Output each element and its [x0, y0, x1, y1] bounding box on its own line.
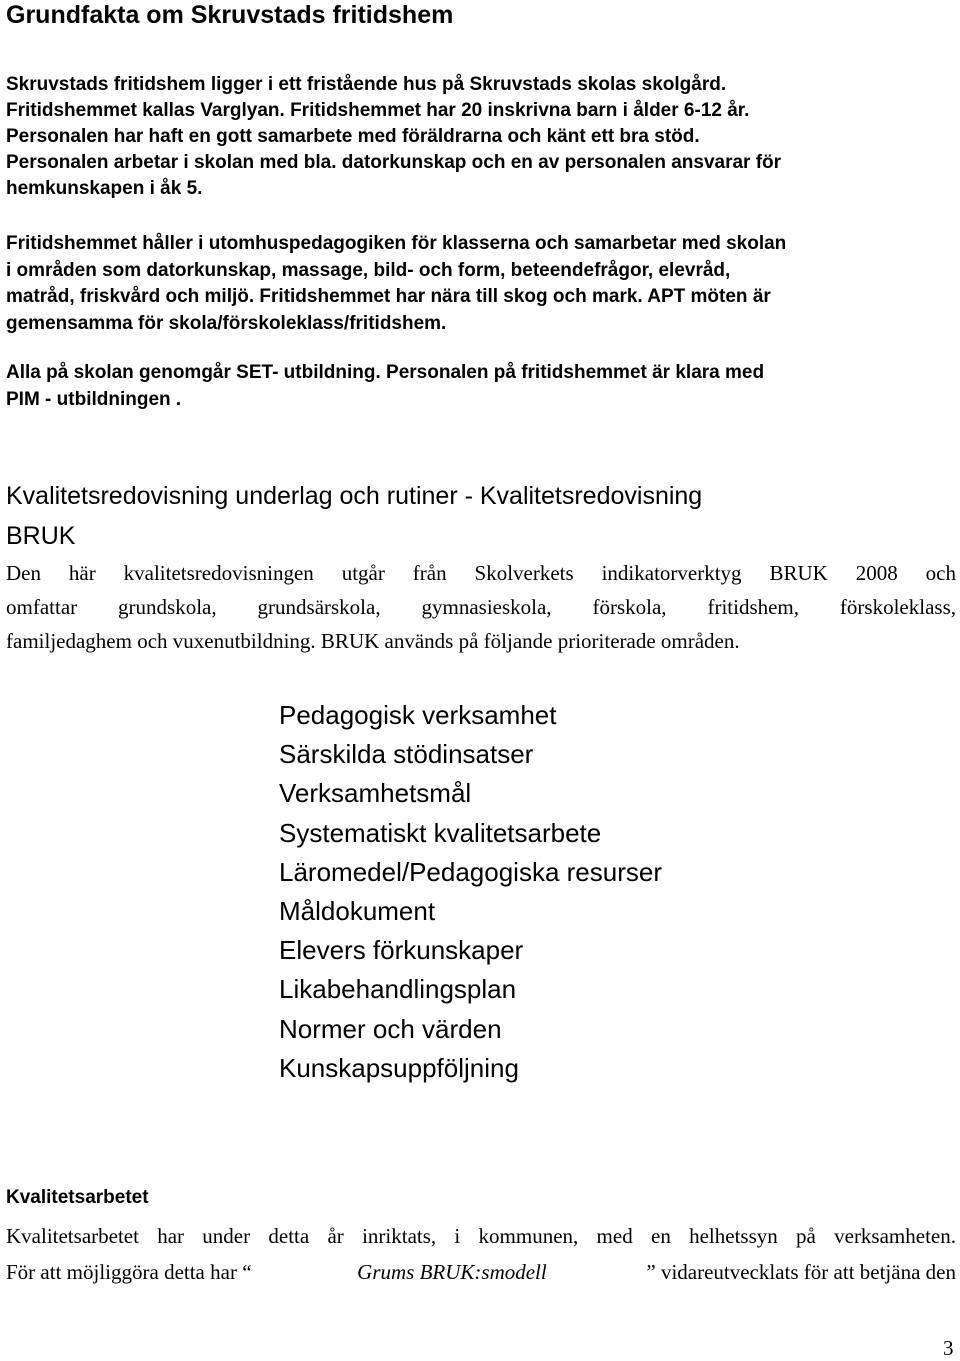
training-line: Alla på skolan genomgår SET- utbildning. Personalen på fritidshemmet är klara med	[6, 362, 765, 383]
intro-paragraph	[6, 72, 781, 202]
priority-areas-list	[279, 696, 662, 1088]
priority-area-item: Systematiskt kvalitetsarbete	[279, 817, 602, 848]
outdoor-line: gemensamma för skola/förskoleklass/fritidshem.	[6, 312, 447, 334]
page-title: Grundfakta om Skruvstads fritidshem	[6, 1, 454, 29]
priority-area-item: Verksamhetsmål	[279, 778, 472, 809]
intro-line: hemkunskapen i åk 5.	[6, 178, 203, 199]
intro-line: Personalen arbetar i skolan med bla. datorkunskap och en av personalen ansvarar för	[6, 152, 782, 173]
outdoor-line: i områden som datorkunskap, massage, bild- och form, beteendefrågor, elevråd,	[6, 259, 731, 281]
kvalitetsarbetet-line	[6, 1254, 956, 1290]
priority-area-item: Pedagogisk verksamhet	[279, 700, 557, 730]
bruk-paragraph	[6, 556, 956, 658]
outdoor-paragraph	[6, 231, 786, 337]
bruk-line: omfattar grundskola, grundsärskola, gymnasieskola, förskola, fritidshem, förskoleklass,	[6, 595, 956, 619]
bruk-line: familjedaghem och vuxenutbildning. BRUK används på följande prioriterade områden.	[6, 629, 740, 653]
priority-area-item: Kunskapsuppföljning	[279, 1052, 519, 1083]
section-heading-line: BRUK	[6, 522, 76, 550]
training-paragraph	[6, 360, 764, 413]
priority-area-item: Elevers förkunskaper	[279, 935, 524, 966]
section-heading-kvalitetsarbetet: Kvalitetsarbetet	[6, 1187, 149, 1208]
section-heading-line: Kvalitetsredovisning underlag och rutiner - Kvalitetsredovisning	[6, 482, 703, 510]
priority-area-item: Normer och värden	[279, 1013, 502, 1044]
outdoor-line: Fritidshemmet håller i utomhuspedagogiken för klasserna och samarbetar med skolan	[6, 233, 787, 254]
kvalitetsarbetet-line: Kvalitetsarbetet har under detta år inriktats, i kommunen, med en helhetssyn på verksamheten.	[6, 1224, 956, 1248]
page-number: 3	[943, 1336, 954, 1360]
training-line: PIM - utbildningen .	[6, 388, 182, 410]
kvalitetsarbetet-paragraph	[6, 1218, 956, 1290]
bruk-line: Den här kvalitetsredovisningen utgår från Skolverkets indikatorverktyg BRUK 2008 och	[6, 561, 956, 585]
intro-line: Fritidshemmet kallas Varglyan. Fritidshemmet har 20 inskrivna barn i ålder 6-12 år.	[6, 100, 750, 121]
priority-area-item: Särskilda stödinsatser	[279, 739, 534, 770]
intro-line: Skruvstads fritidshem ligger i ett fristående hus på Skruvstads skolas skolgård.	[6, 74, 727, 95]
section-heading-kvalitetsredovisning	[6, 476, 702, 556]
intro-line: Personalen har haft en gott samarbete med föräldrarna och känt ett bra stöd.	[6, 126, 700, 147]
priority-area-item: Läromedel/Pedagogiska resurser	[279, 856, 662, 887]
kvalitetsarbetet-text: För att möjliggöra detta har “	[6, 1260, 252, 1284]
kvalitetsarbetet-text: ” vidareutvecklats för att betjäna den	[646, 1260, 956, 1284]
model-name: Grums BRUK:smodell	[357, 1260, 547, 1284]
outdoor-line: matråd, friskvård och miljö. Fritidshemmet har nära till skog och mark. APT möten är	[6, 286, 771, 307]
priority-area-item: Måldokument	[279, 896, 436, 927]
priority-area-item: Likabehandlingsplan	[279, 974, 517, 1005]
